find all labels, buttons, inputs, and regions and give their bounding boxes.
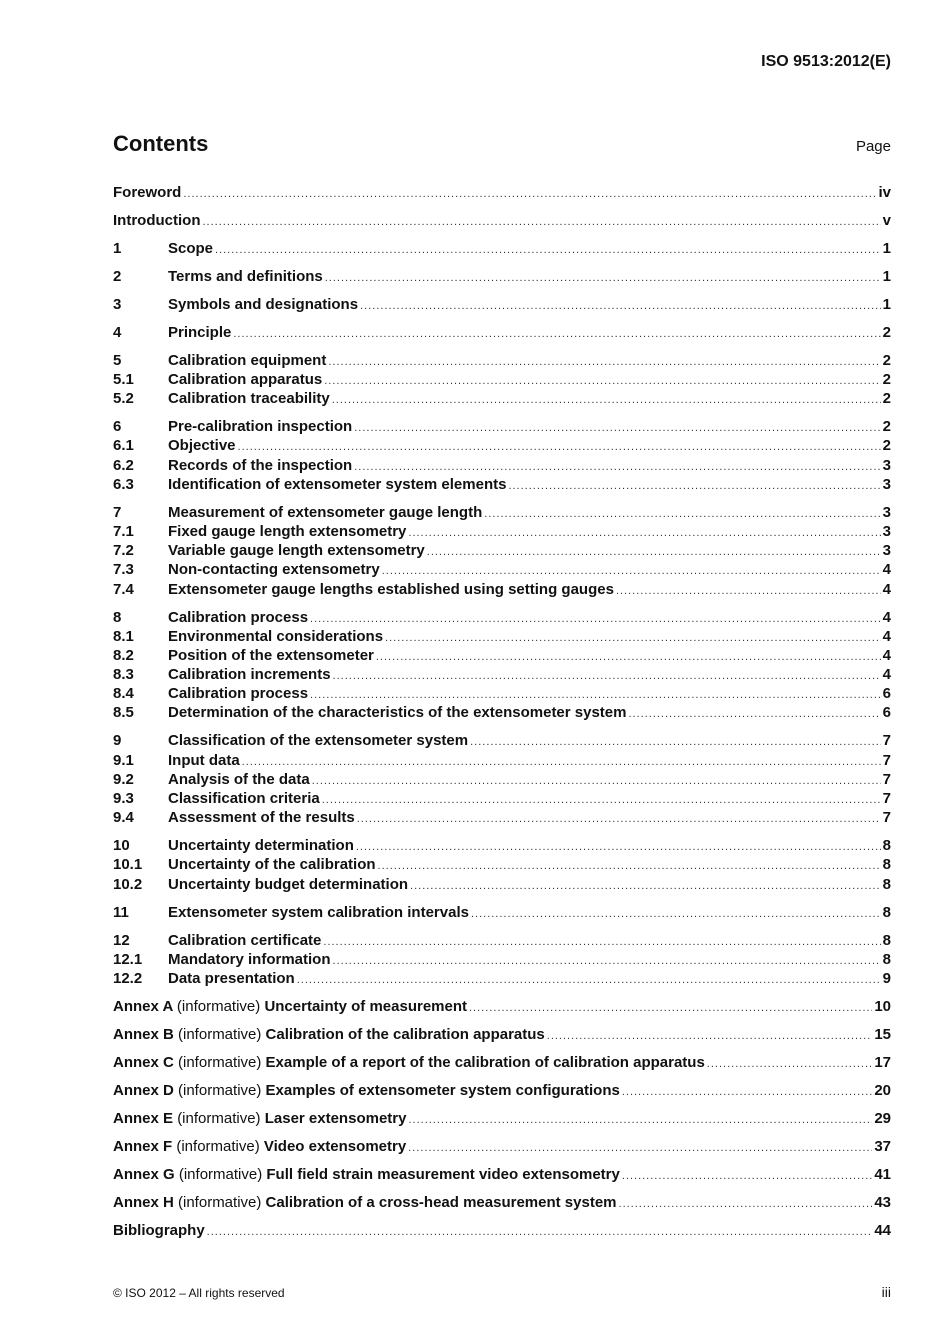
annex-type: (informative) bbox=[178, 1081, 262, 1099]
toc-entry[interactable] bbox=[113, 931, 891, 950]
toc-leader-dots bbox=[408, 524, 880, 543]
toc-entry-number: 5 bbox=[113, 351, 122, 369]
toc-entry[interactable] bbox=[113, 580, 891, 599]
toc-bibliography-entry[interactable] bbox=[113, 1221, 891, 1240]
toc-leader-dots bbox=[310, 610, 881, 629]
toc-entry-page: 2 bbox=[882, 418, 891, 436]
toc-entry-title: Uncertainty budget determination bbox=[168, 875, 409, 893]
annex-title: Examples of extensometer system configurations bbox=[265, 1081, 620, 1099]
toc-leader-dots bbox=[207, 1223, 873, 1242]
toc-entry[interactable] bbox=[113, 608, 891, 627]
toc-entry-title: Extensometer system calibration intervals bbox=[168, 903, 469, 921]
toc-entry[interactable] bbox=[113, 969, 891, 988]
toc-annex-heading bbox=[113, 1109, 406, 1128]
toc-entry[interactable] bbox=[113, 541, 891, 560]
document-id: ISO 9513:2012(E) bbox=[761, 53, 891, 70]
toc-entry-number: 4 bbox=[113, 323, 122, 341]
toc-entry-page: 7 bbox=[882, 809, 891, 827]
toc-entry-page: 4 bbox=[882, 627, 891, 645]
annex-label: Annex C bbox=[113, 1053, 174, 1071]
toc-leader-dots bbox=[508, 477, 880, 496]
toc-entry-title: Introduction bbox=[113, 211, 201, 229]
toc-entry-title: Variable gauge length extensometry bbox=[168, 542, 425, 560]
toc-entry-title: Uncertainty of the calibration bbox=[168, 856, 376, 874]
toc-leader-dots bbox=[622, 1083, 872, 1102]
toc-leader-dots bbox=[470, 733, 881, 752]
toc-entry-page: 2 bbox=[882, 390, 891, 408]
toc-entry-title: Fixed gauge length extensometry bbox=[168, 523, 407, 540]
toc-entry-title: Measurement of extensometer gauge length bbox=[168, 503, 483, 521]
toc-leader-dots bbox=[469, 999, 872, 1018]
toc-entry-title: Determination of the characteristics of the extensometer system bbox=[168, 704, 627, 722]
toc-entry-number: 9.2 bbox=[113, 770, 134, 788]
toc-leader-dots bbox=[622, 1167, 872, 1186]
toc-entry-number: 8.5 bbox=[113, 704, 134, 722]
toc-leader-dots bbox=[410, 877, 881, 896]
toc-entry-page: 8 bbox=[882, 903, 891, 921]
annex-title: Video extensometry bbox=[263, 1137, 407, 1155]
toc-entry-number: 12 bbox=[113, 931, 130, 949]
toc-entry-number: 6.3 bbox=[113, 475, 134, 493]
toc-entry-title: Uncertainty determination bbox=[168, 837, 354, 855]
toc-entry-page: 4 bbox=[882, 608, 891, 626]
toc-entry[interactable] bbox=[113, 731, 891, 750]
toc-entry-number: 6 bbox=[113, 418, 122, 436]
toc-leader-dots bbox=[408, 1111, 872, 1130]
toc-entry-number: 9.4 bbox=[113, 809, 134, 827]
toc-entry-number: 9.1 bbox=[113, 751, 134, 769]
annex-label: Annex D bbox=[113, 1081, 174, 1099]
toc-entry-title: Non-contacting extensometry bbox=[168, 561, 380, 579]
toc-leader-dots bbox=[471, 905, 881, 924]
annex-title: Laser extensometry bbox=[264, 1109, 407, 1127]
toc-entry-page: 43 bbox=[874, 1193, 891, 1211]
toc-entry-number: 9.3 bbox=[113, 790, 134, 808]
toc-entry-page: 3 bbox=[882, 523, 891, 540]
toc-annex-heading bbox=[113, 1165, 620, 1184]
toc-entry-page: 17 bbox=[874, 1053, 891, 1071]
toc-entry-number: 1 bbox=[113, 239, 122, 257]
toc-leader-dots bbox=[325, 269, 881, 288]
toc-entry[interactable] bbox=[113, 703, 891, 722]
annex-type: (informative) bbox=[177, 1109, 261, 1127]
toc-entry[interactable] bbox=[113, 751, 891, 770]
annex-title: Full field strain measurement video extensometry bbox=[266, 1165, 620, 1183]
toc-entry-number: 10.2 bbox=[113, 875, 143, 893]
toc-annex-entry[interactable] bbox=[113, 1109, 891, 1128]
toc-leader-dots bbox=[183, 185, 876, 204]
toc-leader-dots bbox=[332, 391, 881, 410]
toc-leader-dots bbox=[427, 543, 881, 562]
toc-entry-page: 4 bbox=[882, 646, 891, 664]
toc-entry[interactable] bbox=[113, 808, 891, 827]
toc-entry-page: 15 bbox=[874, 1025, 891, 1043]
toc-entry[interactable] bbox=[113, 183, 891, 202]
toc-entry[interactable] bbox=[113, 855, 891, 874]
toc-entry-title: Symbols and designations bbox=[168, 295, 359, 313]
toc-entry[interactable] bbox=[113, 684, 891, 703]
toc-leader-dots bbox=[333, 952, 881, 971]
toc-entry-title: Calibration apparatus bbox=[168, 371, 323, 389]
toc-entry-title: Extensometer gauge lengths established using setting gauges bbox=[168, 580, 614, 598]
toc-annex-entry[interactable] bbox=[113, 997, 891, 1016]
toc-entry-number: 9 bbox=[113, 732, 122, 750]
toc-annex-entry[interactable] bbox=[113, 1193, 891, 1212]
toc-entry[interactable] bbox=[113, 627, 891, 646]
toc-leader-dots bbox=[297, 971, 881, 990]
toc-entry-title: Foreword bbox=[113, 184, 182, 201]
toc-leader-dots bbox=[324, 372, 880, 391]
toc-entry-page: 2 bbox=[882, 437, 891, 455]
toc-entry[interactable] bbox=[113, 323, 891, 342]
annex-label: Annex H bbox=[113, 1193, 174, 1211]
toc-entry-title: Calibration process bbox=[168, 608, 309, 626]
toc-entry-page: 20 bbox=[874, 1081, 891, 1099]
toc-entry-number: 8 bbox=[113, 608, 122, 626]
toc-entry-page: 8 bbox=[882, 875, 891, 893]
toc-annex-entry[interactable] bbox=[113, 1025, 891, 1044]
annex-label: Annex G bbox=[113, 1165, 175, 1183]
toc-entry-page: 6 bbox=[882, 685, 891, 703]
footer-page-number: iii bbox=[881, 1284, 891, 1300]
toc-entry-page: 2 bbox=[882, 371, 891, 389]
toc-entry[interactable] bbox=[113, 389, 891, 408]
toc-entry-title: Classification criteria bbox=[168, 790, 320, 808]
toc-leader-dots bbox=[376, 648, 881, 667]
toc-entry-title: Calibration equipment bbox=[168, 351, 327, 369]
toc-entry-number: 2 bbox=[113, 267, 122, 285]
toc-leader-dots bbox=[333, 667, 881, 686]
toc-leader-dots bbox=[628, 705, 880, 724]
annex-title: Calibration of the calibration apparatus bbox=[265, 1025, 545, 1043]
toc-entry-page: 3 bbox=[882, 456, 891, 474]
toc-leader-dots bbox=[328, 353, 880, 372]
annex-type: (informative) bbox=[178, 1053, 262, 1071]
toc-leader-dots bbox=[484, 505, 880, 524]
toc-annex-entry[interactable] bbox=[113, 1165, 891, 1184]
toc-entry-page: 4 bbox=[882, 580, 891, 598]
toc-entry-page: 8 bbox=[882, 856, 891, 874]
toc-entry-number: 8.1 bbox=[113, 627, 134, 645]
toc-leader-dots bbox=[215, 241, 881, 260]
toc-entry-title: Terms and definitions bbox=[168, 267, 323, 285]
toc-entry-page: 1 bbox=[882, 239, 891, 257]
toc-entry-page: 1 bbox=[882, 267, 891, 285]
toc-entry-title: Calibration traceability bbox=[168, 390, 330, 408]
toc-entry-page: iv bbox=[878, 184, 891, 201]
annex-label: Annex F bbox=[113, 1137, 173, 1155]
toc-entry[interactable] bbox=[113, 875, 891, 894]
toc-leader-dots bbox=[323, 933, 880, 952]
toc-entry-number: 8.2 bbox=[113, 646, 134, 664]
toc-leader-dots bbox=[322, 791, 881, 810]
toc-entry[interactable] bbox=[113, 417, 891, 436]
toc-entry-number: 12.2 bbox=[113, 969, 143, 987]
toc-entry-number: 7 bbox=[113, 503, 122, 521]
toc-entry[interactable] bbox=[113, 503, 891, 522]
toc-entry-page: 29 bbox=[874, 1109, 891, 1127]
toc-leader-dots bbox=[616, 582, 881, 601]
toc-entry-page: 8 bbox=[882, 931, 891, 949]
toc-entry-title: Position of the extensometer bbox=[168, 646, 374, 664]
toc-entry-number: 10 bbox=[113, 837, 130, 855]
annex-type: (informative) bbox=[176, 1137, 260, 1155]
toc-entry-page: 10 bbox=[874, 997, 891, 1015]
toc-entry-title: Objective bbox=[168, 437, 236, 455]
toc-entry-title: Pre-calibration inspection bbox=[168, 418, 353, 436]
toc-entry-title: Records of the inspection bbox=[168, 456, 353, 474]
toc-entry-title: Calibration process bbox=[168, 685, 309, 703]
toc-leader-dots bbox=[707, 1055, 873, 1074]
toc-entry-title: Principle bbox=[168, 323, 232, 341]
annex-type: (informative) bbox=[178, 1025, 262, 1043]
toc-entry[interactable] bbox=[113, 836, 891, 855]
toc-entry-number: 5.1 bbox=[113, 371, 134, 389]
toc-entry[interactable] bbox=[113, 665, 891, 684]
toc-entry-page: 3 bbox=[882, 475, 891, 493]
annex-type: (informative) bbox=[178, 1165, 263, 1183]
toc-entry-title: Environmental considerations bbox=[168, 627, 384, 645]
toc-entry-page: 6 bbox=[882, 704, 891, 722]
toc-entry[interactable] bbox=[113, 295, 891, 314]
toc-entry-title: Input data bbox=[168, 751, 240, 769]
toc-entry-number: 10.1 bbox=[113, 856, 143, 874]
table-of-contents bbox=[113, 183, 891, 1240]
annex-type: (informative) bbox=[178, 1193, 262, 1211]
toc-annex-heading bbox=[113, 1081, 620, 1100]
toc-entry-page: 3 bbox=[882, 542, 891, 560]
toc-entry-page: 7 bbox=[882, 751, 891, 769]
toc-annex-heading bbox=[113, 1053, 705, 1072]
toc-entry-page: 7 bbox=[882, 732, 891, 750]
toc-leader-dots bbox=[202, 213, 880, 232]
toc-entry-number: 5.2 bbox=[113, 390, 134, 408]
toc-annex-entry[interactable] bbox=[113, 1081, 891, 1100]
toc-entry[interactable] bbox=[113, 789, 891, 808]
toc-entry-number: 8.3 bbox=[113, 666, 134, 684]
toc-entry[interactable] bbox=[113, 351, 891, 370]
toc-entry-page: 7 bbox=[882, 790, 891, 808]
toc-entry[interactable] bbox=[113, 475, 891, 494]
toc-entry-title: Assessment of the results bbox=[168, 809, 355, 827]
toc-entry-number: 7.1 bbox=[113, 523, 134, 540]
toc-leader-dots bbox=[354, 419, 880, 438]
toc-entry-page: 8 bbox=[882, 950, 891, 968]
toc-entry-title: Bibliography bbox=[113, 1221, 205, 1239]
toc-entry-title: Mandatory information bbox=[168, 950, 331, 968]
toc-entry-page: 44 bbox=[874, 1221, 891, 1239]
toc-annex-entry[interactable] bbox=[113, 1137, 891, 1156]
toc-entry-title: Calibration certificate bbox=[168, 931, 322, 949]
contents-title: Contents bbox=[113, 131, 209, 156]
toc-entry[interactable] bbox=[113, 267, 891, 286]
toc-entry[interactable] bbox=[113, 370, 891, 389]
toc-leader-dots bbox=[356, 838, 881, 857]
toc-annex-heading bbox=[113, 1025, 545, 1044]
toc-entry[interactable] bbox=[113, 770, 891, 789]
toc-entry-title: Calibration increments bbox=[168, 666, 331, 684]
toc-entry-number: 7.3 bbox=[113, 561, 134, 579]
toc-entry-page: 4 bbox=[882, 666, 891, 684]
toc-leader-dots bbox=[242, 753, 881, 772]
annex-label: Annex E bbox=[113, 1109, 174, 1127]
toc-entry-page: 7 bbox=[882, 770, 891, 788]
toc-entry-title: Analysis of the data bbox=[168, 770, 310, 788]
toc-entry-page: v bbox=[882, 211, 891, 229]
annex-label: Annex A bbox=[113, 997, 173, 1015]
toc-annex-heading bbox=[113, 997, 467, 1016]
toc-entry-page: 37 bbox=[874, 1137, 891, 1155]
toc-entry-page: 3 bbox=[882, 503, 891, 521]
toc-entry[interactable] bbox=[113, 903, 891, 922]
toc-leader-dots bbox=[547, 1027, 873, 1046]
page-column-label: Page bbox=[855, 138, 891, 155]
toc-entry-page: 9 bbox=[882, 969, 891, 987]
toc-entry-title: Classification of the extensometer system bbox=[168, 732, 469, 750]
toc-entry-number: 6.2 bbox=[113, 456, 134, 474]
toc-entry[interactable] bbox=[113, 211, 891, 230]
toc-entry[interactable] bbox=[113, 239, 891, 258]
toc-leader-dots bbox=[233, 325, 880, 344]
annex-type: (informative) bbox=[176, 997, 261, 1015]
annex-label: Annex B bbox=[113, 1025, 174, 1043]
toc-entry-title: Scope bbox=[168, 239, 214, 257]
toc-leader-dots bbox=[385, 629, 881, 648]
toc-entry-title: Data presentation bbox=[168, 969, 295, 987]
toc-entry-number: 8.4 bbox=[113, 685, 134, 703]
toc-annex-entry[interactable] bbox=[113, 1053, 891, 1072]
toc-entry-page: 2 bbox=[882, 323, 891, 341]
toc-leader-dots bbox=[619, 1195, 873, 1214]
toc-entry-page: 4 bbox=[882, 561, 891, 579]
footer-copyright: © ISO 2012 – All rights reserved bbox=[113, 1286, 285, 1300]
toc-entry[interactable] bbox=[113, 950, 891, 969]
toc-leader-dots bbox=[360, 297, 881, 316]
toc-leader-dots bbox=[312, 772, 881, 791]
toc-leader-dots bbox=[408, 1139, 872, 1158]
toc-leader-dots bbox=[357, 810, 881, 829]
toc-entry-number: 7.4 bbox=[113, 580, 134, 598]
toc-entry-page: 8 bbox=[882, 837, 891, 855]
toc-entry[interactable] bbox=[113, 436, 891, 455]
toc-entry-number: 12.1 bbox=[113, 950, 143, 968]
toc-entry-number: 3 bbox=[113, 295, 122, 313]
toc-entry-number: 6.1 bbox=[113, 437, 134, 455]
toc-leader-dots bbox=[378, 857, 881, 876]
toc-entry[interactable] bbox=[113, 560, 891, 579]
toc-entry-page: 1 bbox=[882, 295, 891, 313]
toc-entry-number: 11 bbox=[113, 903, 129, 921]
toc-entry[interactable] bbox=[113, 456, 891, 475]
annex-title: Uncertainty of measurement bbox=[264, 997, 467, 1015]
toc-entry-title: Identification of extensometer system elements bbox=[168, 475, 507, 493]
annex-title: Calibration of a cross-head measurement system bbox=[265, 1193, 617, 1211]
toc-annex-heading bbox=[113, 1193, 617, 1212]
annex-title: Example of a report of the calibration of calibration apparatus bbox=[265, 1053, 705, 1071]
toc-annex-heading bbox=[113, 1137, 406, 1156]
toc-entry-number: 7.2 bbox=[113, 542, 134, 560]
toc-entry-page: 41 bbox=[874, 1165, 891, 1183]
toc-entry[interactable] bbox=[113, 646, 891, 665]
toc-entry[interactable] bbox=[113, 522, 891, 541]
toc-entry-page: 2 bbox=[882, 351, 891, 369]
